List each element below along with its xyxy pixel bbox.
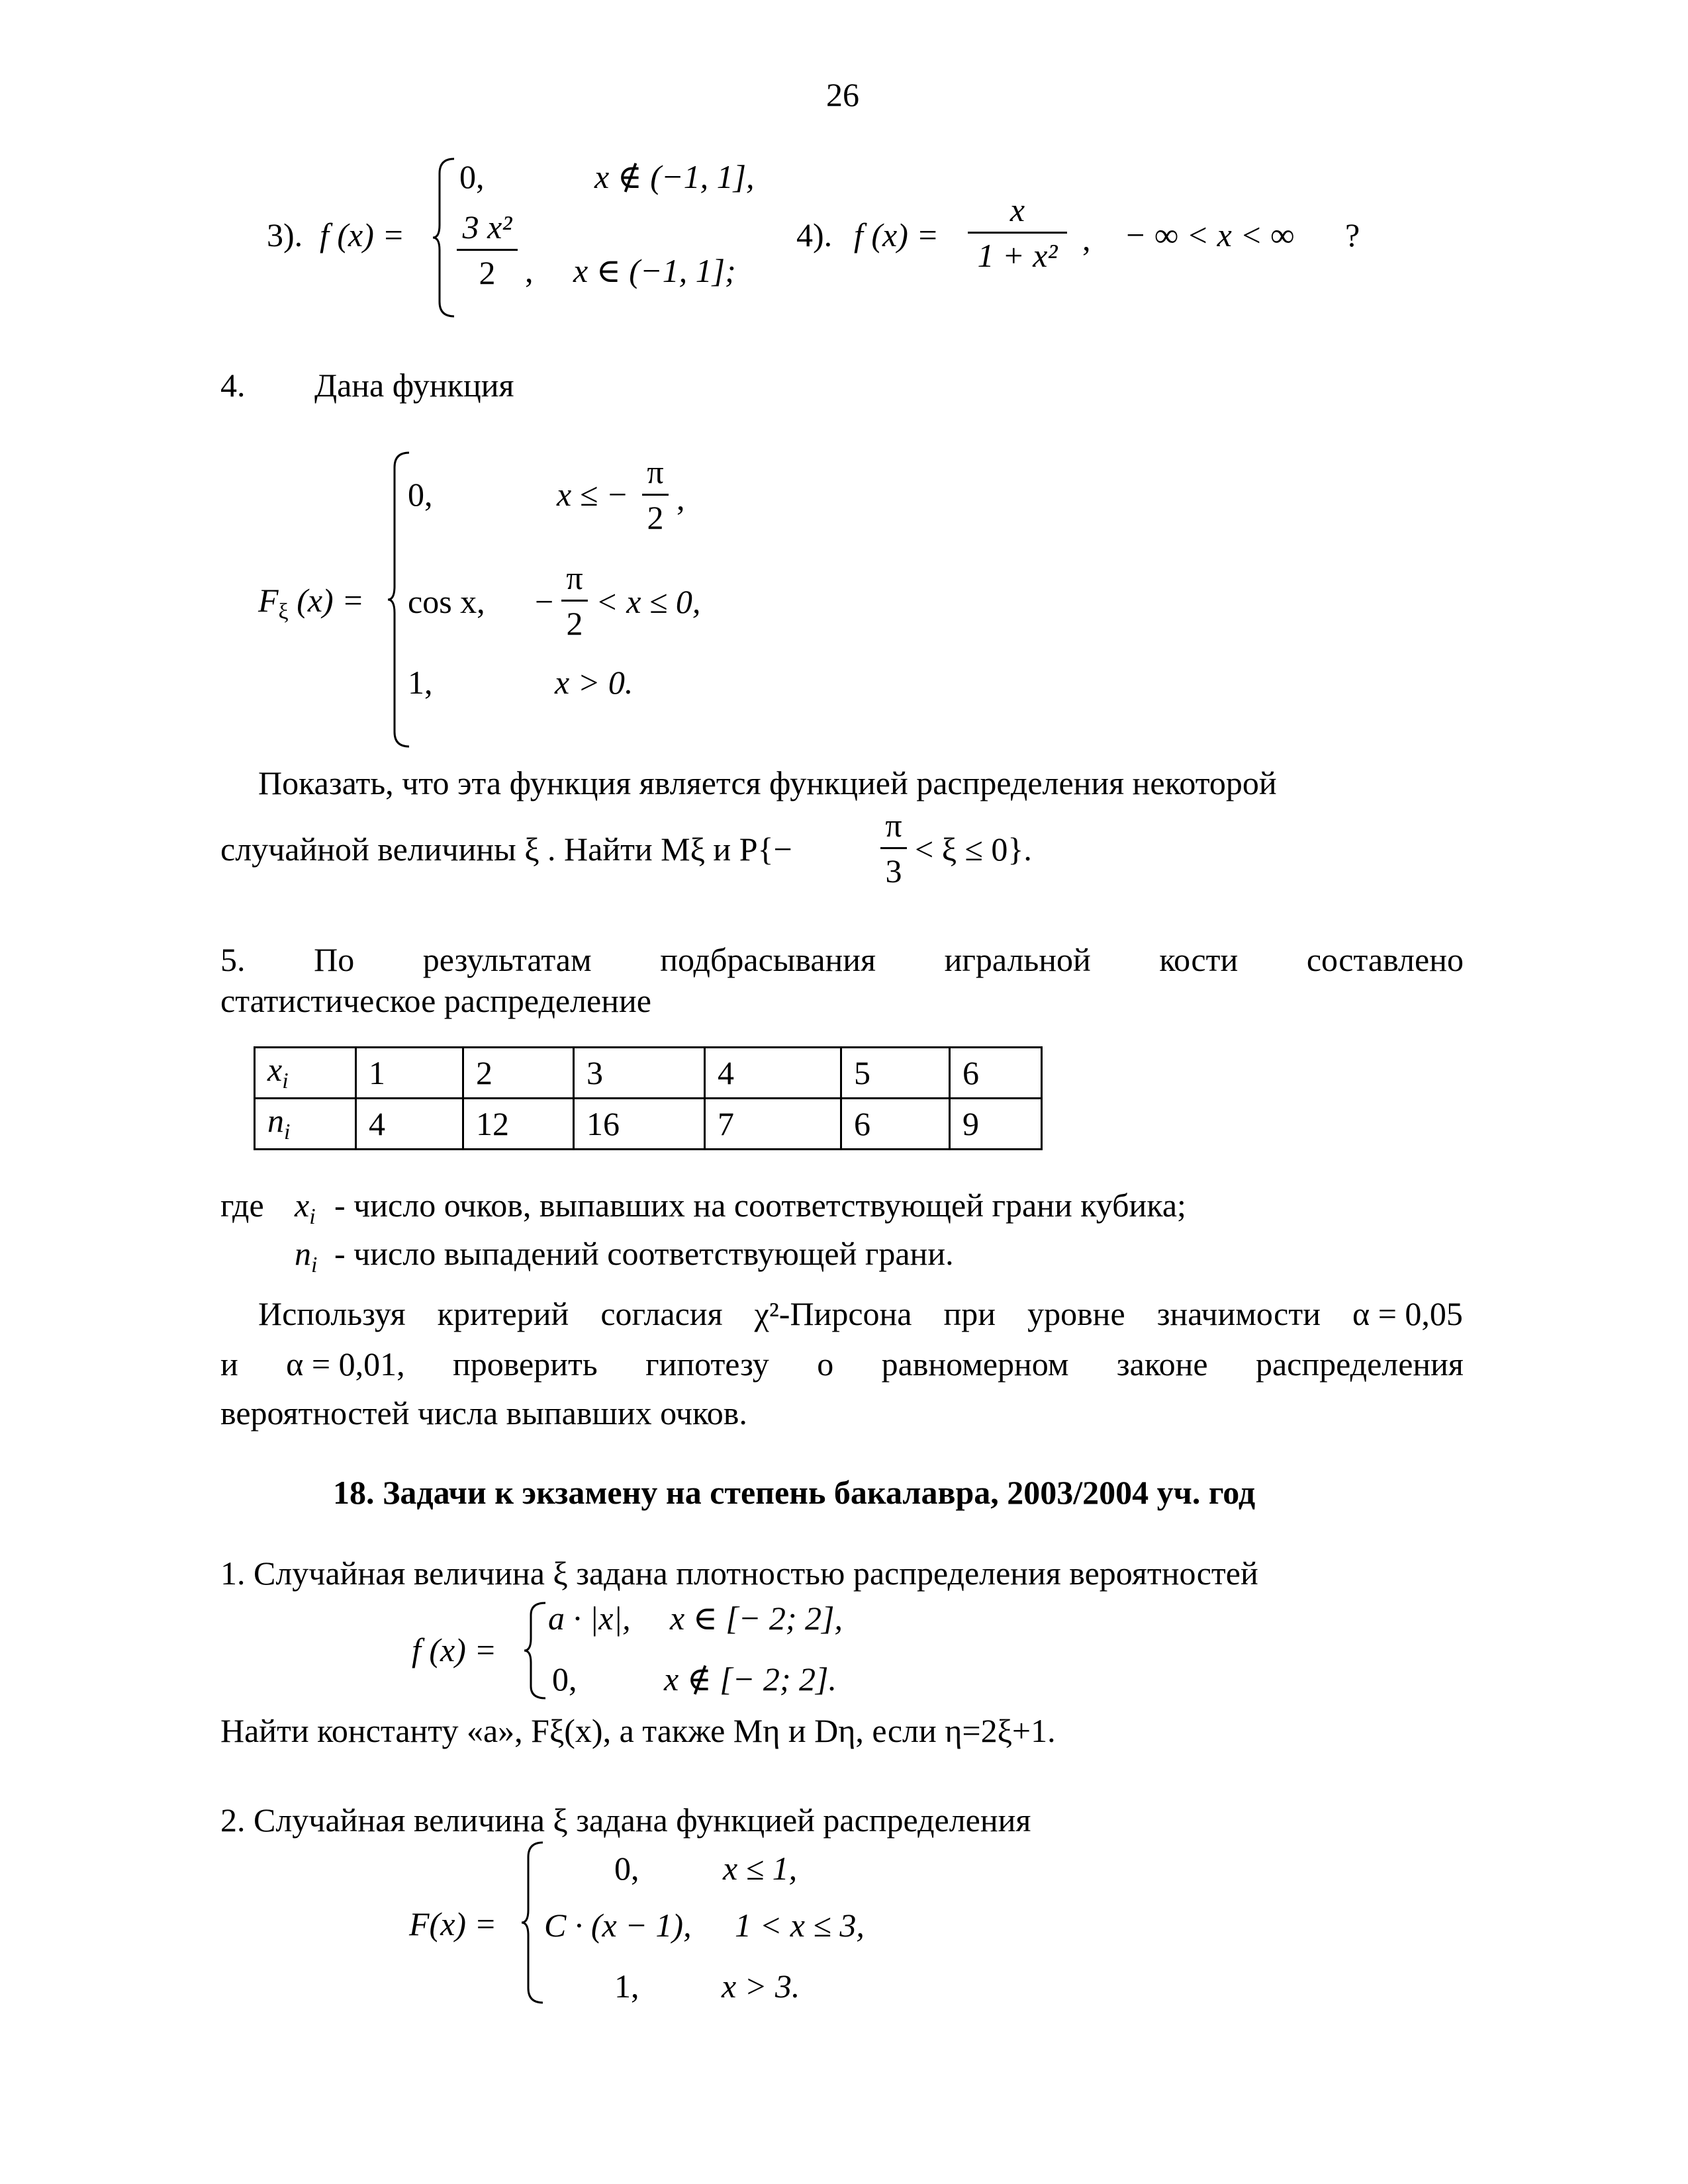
exam2-case2-value: C · (x − 1), (544, 1907, 692, 1944)
task5-line1-word: кости (1159, 941, 1239, 978)
table-cell: 12 (463, 1099, 574, 1150)
exam1-case1-condition: x ∈ [− 2; 2], (670, 1600, 843, 1637)
exam1-case1-value: a · |x|, (548, 1600, 631, 1637)
task4-text-line2-end: < ξ ≤ 0}. (915, 831, 1032, 868)
item3-lhs: f (x) = (320, 216, 405, 253)
item4-range: − ∞ < x < ∞ (1124, 216, 1295, 253)
item3-case2-condition: x ∈ (−1, 1]; (573, 252, 736, 289)
task5-para-word: проверить (452, 1345, 598, 1383)
task5-para-word: α = 0,01, (286, 1345, 405, 1383)
task4-case2-denominator: 2 (566, 605, 583, 642)
table-cell: 3 (574, 1048, 705, 1099)
task5-para-word: согласия (600, 1295, 723, 1332)
task4-case2-condition: < x ≤ 0, (596, 583, 701, 620)
section-heading: 18. Задачи к экзамену на степень бакалавра, 2003/2004 уч. год (333, 1474, 1256, 1511)
task5-line1-word: игральной (944, 941, 1091, 978)
exam1-text: 1. Случайная величина ξ задана плотностью распределения вероятностей (220, 1555, 1258, 1592)
task5-para-line1 (258, 1297, 1463, 1330)
item4-numerator: x (1009, 191, 1025, 228)
table-row (255, 1048, 1042, 1099)
task5-line1-word: подбрасывания (660, 941, 876, 978)
task5-para-word: равномерном (881, 1345, 1069, 1383)
item4-lhs: f (x) = (854, 216, 939, 253)
exam2-case2-condition: 1 < x ≤ 3, (735, 1907, 865, 1944)
task5-para-word: критерий (437, 1295, 569, 1332)
table-cell: 5 (841, 1048, 950, 1099)
task5-line2: статистическое распределение (220, 982, 651, 1019)
exam2-text: 2. Случайная величина ξ задана функцией распределения (220, 1801, 1031, 1839)
task4-number: 4. (220, 367, 246, 404)
task5-para-word: распределения (1255, 1345, 1464, 1383)
table-cell: 9 (950, 1099, 1042, 1150)
item3-brace (432, 156, 458, 319)
item3-case2-denominator: 2 (479, 254, 496, 291)
task5-para-word: α = 0,05 (1352, 1295, 1463, 1332)
task5-para-line2 (220, 1347, 1464, 1381)
table-header-cell: $x_i$ (255, 1048, 356, 1099)
table-cell: 4 (705, 1048, 841, 1099)
task4-case1-condition: x ≤ − (557, 476, 629, 513)
task5-where2-text: - число выпадений соответствующей грани. (334, 1235, 954, 1272)
task4-case1-fraction (642, 455, 669, 534)
table-row (255, 1099, 1042, 1150)
item3-case2-comma: , (525, 252, 534, 289)
task5-para-word: значимости (1156, 1295, 1321, 1332)
task5-para-word: χ²-Пирсона (754, 1295, 912, 1332)
task5-para-word: гипотезу (645, 1345, 769, 1383)
exam2-lhs: F(x) = (409, 1905, 497, 1942)
task4-text-fraction (880, 809, 907, 887)
task5-where1-variable: $x_i$ (295, 1187, 316, 1229)
task4-text-denominator: 3 (885, 852, 902, 889)
task4-text-line1: Показать, что эта функция является функцией распределения некоторой (258, 764, 1277, 801)
task5-line1-word: По (314, 941, 355, 978)
task4-case2-value: cos x, (408, 583, 485, 620)
task4-case2-fraction (561, 561, 588, 640)
task5-line1 (220, 943, 1464, 976)
item4-comma: , (1082, 220, 1091, 257)
item3-case1-value: 0, (459, 158, 485, 195)
task5-para-line3: вероятностей числа выпавших очков. (220, 1394, 747, 1432)
table-cell: 6 (950, 1048, 1042, 1099)
exam2-case3-value: 1, (614, 1968, 639, 2005)
task4-case1-comma: , (677, 480, 685, 517)
exam1-brace (523, 1600, 549, 1701)
table-cell: 4 (356, 1099, 463, 1150)
task5-para-word: уровне (1027, 1295, 1125, 1332)
task5-line1-word: 5. (220, 941, 246, 978)
exam2-brace (520, 1840, 547, 2005)
item3-label: 3). (267, 216, 303, 253)
table-cell: 7 (705, 1099, 841, 1150)
exam1-case2-condition: x ∉ [− 2; 2]. (664, 1661, 837, 1698)
task4-case3-condition: x > 0. (555, 664, 633, 701)
task5-para-word: при (943, 1295, 996, 1332)
item4-denominator: 1 + x² (977, 237, 1058, 274)
exam1-case2-value: 0, (552, 1661, 577, 1698)
table-header-cell: $n_i$ (255, 1099, 356, 1150)
exam1-lhs: f (x) = (412, 1631, 497, 1668)
task5-para-word: о (817, 1345, 834, 1383)
table-cell: 16 (574, 1099, 705, 1150)
task4-text-numerator: π (885, 807, 902, 844)
item3-case2-numerator: 3 x² (462, 208, 512, 246)
task4-lhs: $F_\xi$ (x) = (258, 582, 364, 624)
exam2-case3-condition: x > 3. (722, 1968, 800, 2005)
table-cell: 6 (841, 1099, 950, 1150)
table-cell: 2 (463, 1048, 574, 1099)
task4-case3-value: 1, (408, 664, 433, 701)
task4-case1-value: 0, (408, 476, 433, 513)
task5-para-word: законе (1116, 1345, 1208, 1383)
task5-where1-prefix: где (220, 1187, 264, 1224)
task4-title: Дана функция (314, 367, 514, 404)
task4-text-line2: случайной величины ξ . Найти Mξ и P{− (220, 831, 792, 868)
task5-para-word: и (220, 1345, 238, 1383)
page-number: 26 (826, 76, 859, 113)
item3-case2-fraction (457, 210, 518, 289)
item4-label: 4). (796, 216, 833, 253)
task5-para-word: Используя (258, 1295, 406, 1332)
table-cell: 1 (356, 1048, 463, 1099)
exam2-case1-value: 0, (614, 1850, 639, 1887)
task4-case1-denominator: 2 (647, 499, 664, 536)
distribution-table (254, 1046, 1043, 1150)
task5-where1-text: - число очков, выпавших на соответствующей грани кубика; (334, 1187, 1186, 1224)
task5-line1-word: результатам (422, 941, 592, 978)
exam1-find-text: Найти константу «а», Fξ(x), а также Mη и Dη, если η=2ξ+1. (220, 1712, 1056, 1749)
exam2-case1-condition: x ≤ 1, (723, 1850, 798, 1887)
item3-case1-condition: x ∉ (−1, 1], (594, 158, 755, 195)
task5-where2-variable: $n_i$ (295, 1235, 318, 1277)
item4-fraction (968, 193, 1067, 272)
task5-line1-word: составлено (1306, 941, 1464, 978)
task4-case1-numerator: π (647, 453, 664, 490)
task4-case2-numerator: π (566, 559, 583, 596)
task4-case2-minus: − (535, 583, 554, 620)
item4-question-mark: ? (1345, 216, 1360, 253)
